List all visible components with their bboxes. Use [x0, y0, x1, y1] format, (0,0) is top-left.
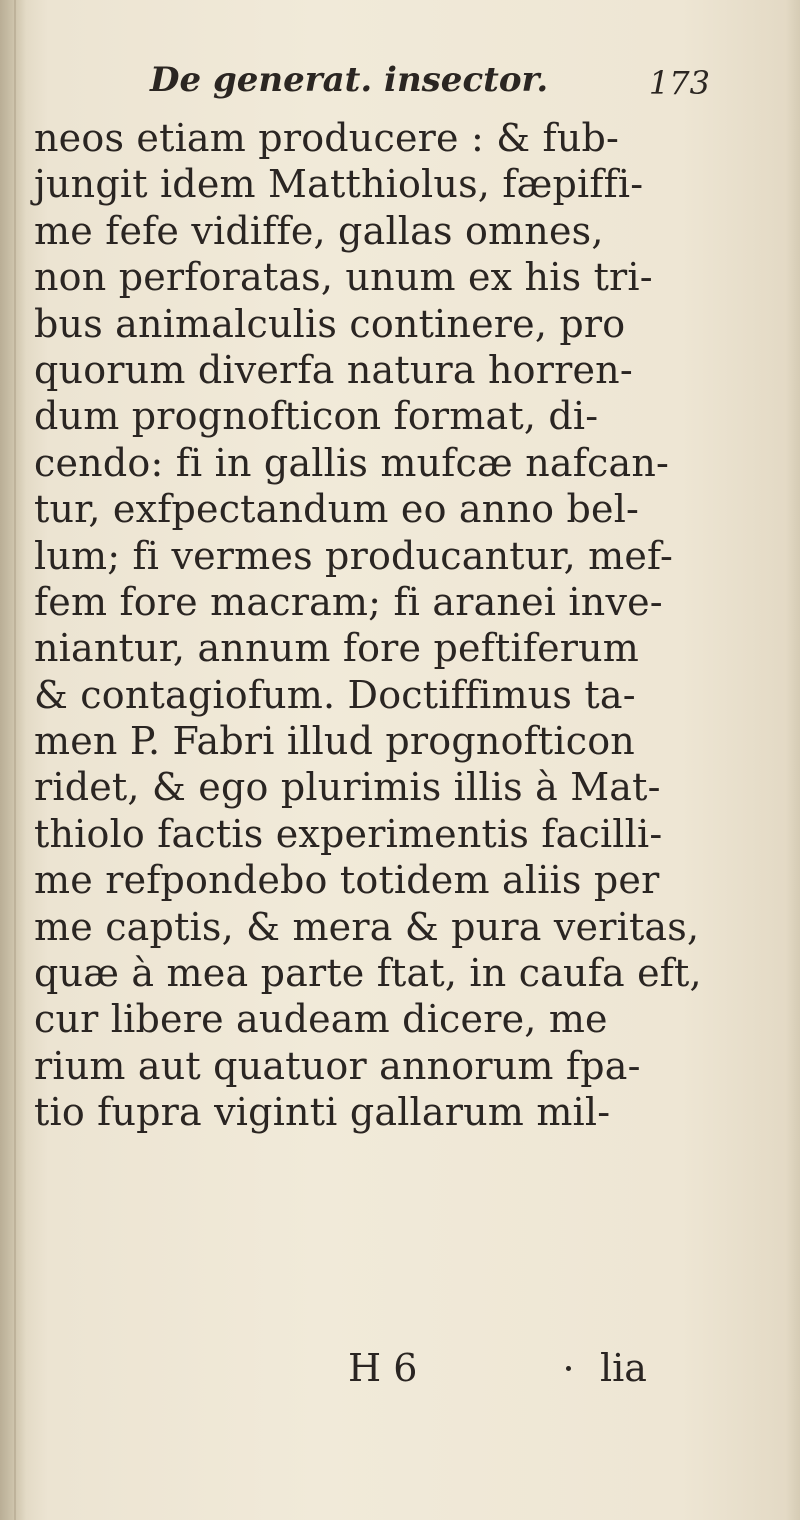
- text-line: tur, exfpectandum eo anno bel-: [34, 487, 640, 532]
- text-line: quæ à mea parte ftat, in caufa eft,: [34, 951, 702, 996]
- catchword: lia: [600, 1346, 647, 1390]
- text-line: niantur, annum fore peftiferum: [34, 626, 640, 671]
- text-line: thiolo factis experimentis facilli-: [34, 811, 663, 856]
- text-line: bus animalculis continere, pro: [34, 301, 626, 346]
- text-line: neos etiam producere : & fub-: [34, 116, 620, 160]
- text-line: & contagiofum. Doctiffimus ta-: [34, 672, 636, 717]
- body-text: [34, 115, 774, 1136]
- binding-gutter: [0, 0, 26, 1520]
- page-right-edge: [786, 0, 800, 1520]
- printer-dot: [566, 1366, 571, 1371]
- text-line: non perforatas, unum ex his tri-: [34, 255, 653, 300]
- text-line: lum; fi vermes producantur, mef-: [34, 533, 674, 578]
- text-line: fem fore macram; fi aranei inve-: [34, 579, 663, 624]
- page-number: 173: [648, 64, 710, 102]
- text-line: ridet, & ego plurimis illis à Mat-: [34, 765, 661, 810]
- text-line: me refpondebo totidem aliis per: [34, 858, 660, 903]
- page-header: [150, 60, 710, 110]
- text-line: me fefe vidiffe, gallas omnes,: [34, 208, 604, 253]
- text-line: quorum diverfa natura horren-: [34, 347, 633, 392]
- text-line: cur libere audeam dicere, me: [34, 997, 608, 1042]
- running-title: De generat. insector.: [150, 60, 549, 100]
- text-line: dum prognofticon format, di-: [34, 394, 599, 439]
- text-line: tio fupra viginti gallarum mil-: [34, 1090, 611, 1135]
- signature-mark: H 6: [348, 1346, 418, 1390]
- text-line: me captis, & mera & pura veritas,: [34, 904, 700, 949]
- gutter-fold-line: [14, 0, 16, 1520]
- text-line: jungit idem Matthiolus, fæpiffi-: [34, 162, 644, 207]
- text-line: men P. Fabri illud prognofticon: [34, 719, 635, 764]
- text-line: cendo: fi in gallis mufcæ nafcan-: [34, 440, 670, 485]
- text-line: rium aut quatuor annorum fpa-: [34, 1043, 641, 1088]
